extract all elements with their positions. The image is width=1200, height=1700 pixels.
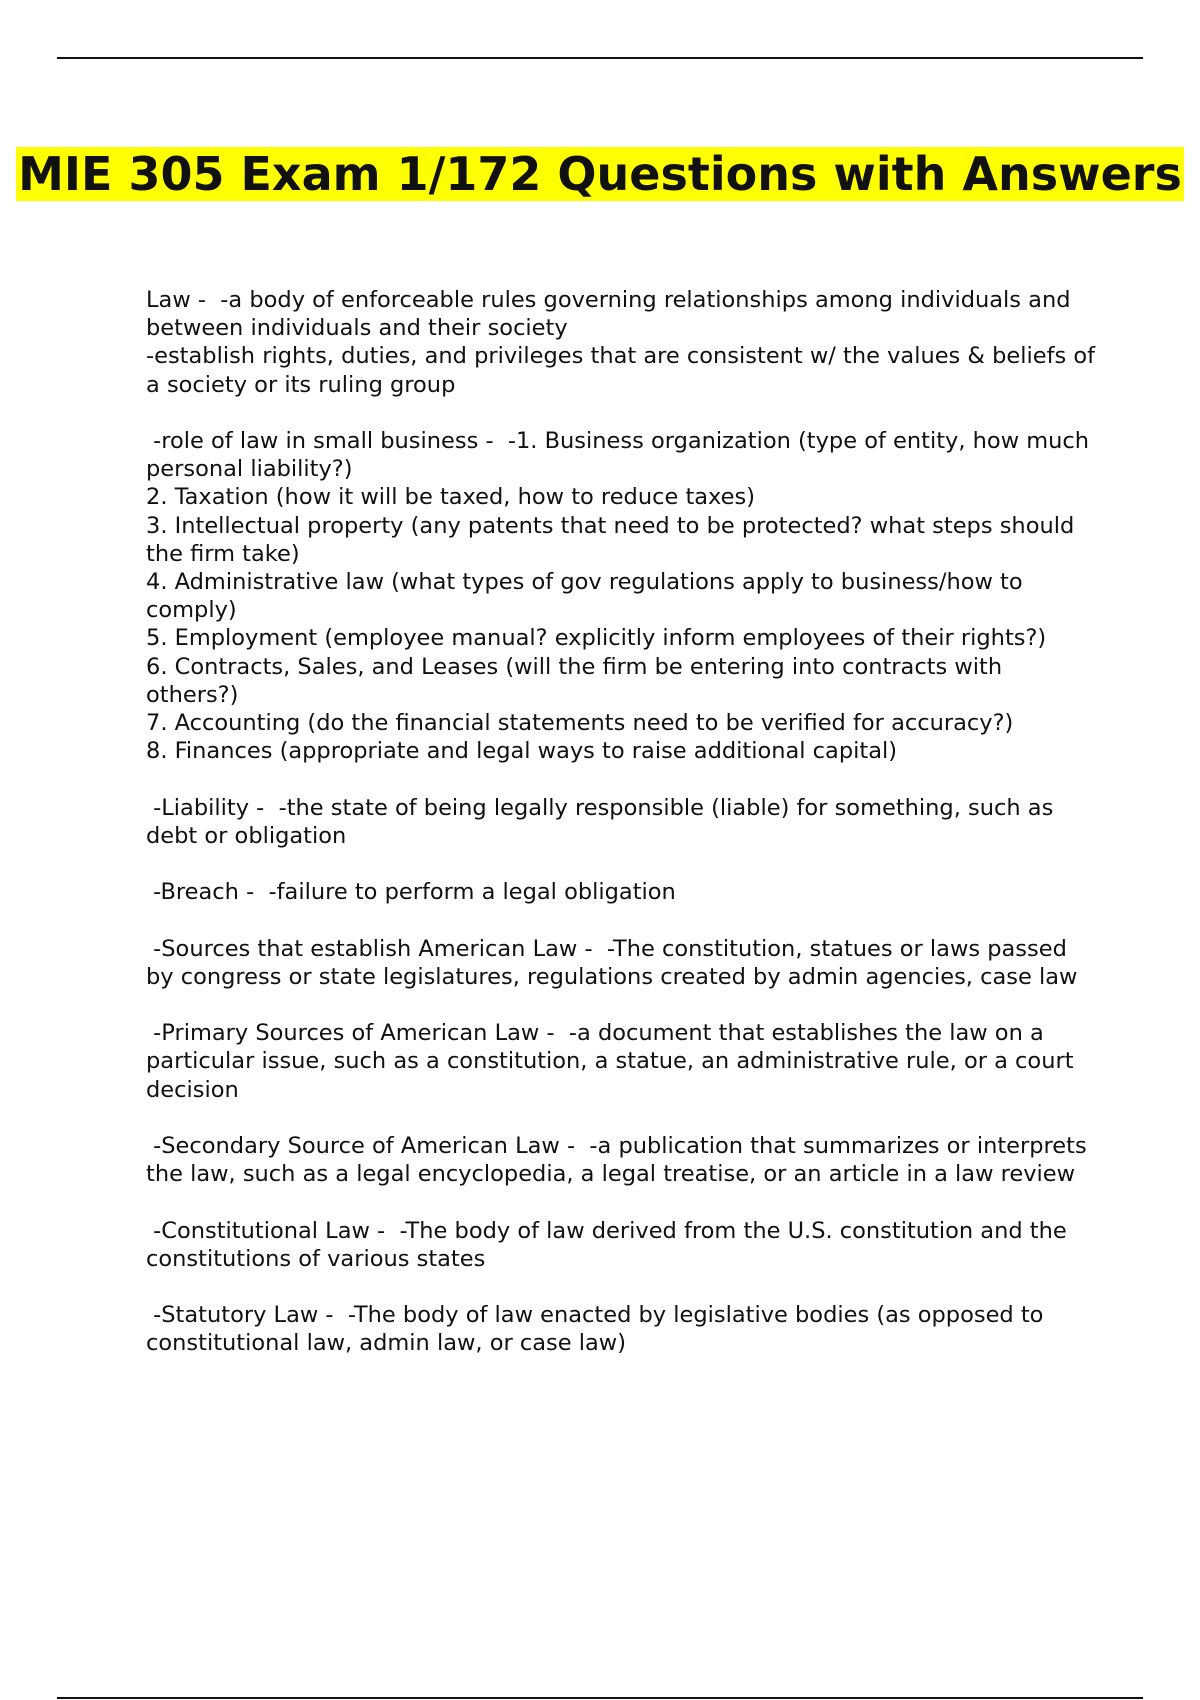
qa-entry [146,1132,1096,1188]
entry-text: -Statutory Law - -The body of law enacted by legislative bodies (as opposed to constitutional law, admin law, or case law) [146,1302,1051,1357]
entry-text: -establish rights, duties, and privileges that are consistent w/ the values & beliefs of a society or its ruling group [146,343,1103,398]
qa-entry [146,1217,1096,1273]
entry-text: 3. Intellectual property (any patents that need to be protected? what steps should the firm take) [146,512,1082,567]
entry-text: Law - -a body of enforceable rules governing relationships among individuals and between individuals and their society [146,287,1078,342]
entry-text: -Breach - -failure to perform a legal obligation [146,879,676,906]
top-rule [57,57,1143,59]
qa-entry [146,286,1103,399]
entry-text: -Constitutional Law - -The body of law derived from the U.S. constitution and the constitutions of various states [146,1217,1074,1272]
qa-entry [146,794,1096,850]
entry-text: 8. Finances (appropriate and legal ways to raise additional capital) [146,738,898,765]
entry-text: 6. Contracts, Sales, and Leases (will the firm be entering into contracts with others?) [146,653,1010,708]
entry-text: 2. Taxation (how it will be taxed, how to reduce taxes) [146,484,756,511]
entry-text: 7. Accounting (do the financial statements need to be verified for accuracy?) [146,710,1014,737]
entry-text: -Secondary Source of American Law - -a publication that summarizes or interprets the law, such as a legal encyclopedia, a legal treatise, or an article in a law review [146,1133,1094,1188]
qa-entry [146,1019,1096,1104]
entry-text: -Liability - -the state of being legally responsible (liable) for something, such as debt or obligation [146,794,1061,849]
entry-text: -Primary Sources of American Law - -a document that establishes the law on a particular issue, such as a constitution, a statue, an administrative rule, or a court decision [146,1020,1081,1103]
qa-entry [146,1301,1096,1357]
qa-entry [146,878,1096,906]
title-block [0,146,1200,203]
entry-text: 5. Employment (employee manual? explicitly inform employees of their rights?) [146,625,1047,652]
qa-entry [146,427,1096,765]
qa-content [146,286,1103,1386]
entry-text: -role of law in small business - -1. Business organization (type of entity, how much personal liability?) [146,428,1097,483]
bottom-rule [57,1697,1143,1699]
entry-text: -Sources that establish American Law - -The constitution, statues or laws passed by congress or state legislatures, regulations created by admin agencies, case law [146,935,1078,990]
page-title: MIE 305 Exam 1/172 Questions with Answers [18,147,1182,201]
entry-text: 4. Administrative law (what types of gov regulations apply to business/how to comply) [146,569,1030,624]
qa-entry [146,935,1096,991]
